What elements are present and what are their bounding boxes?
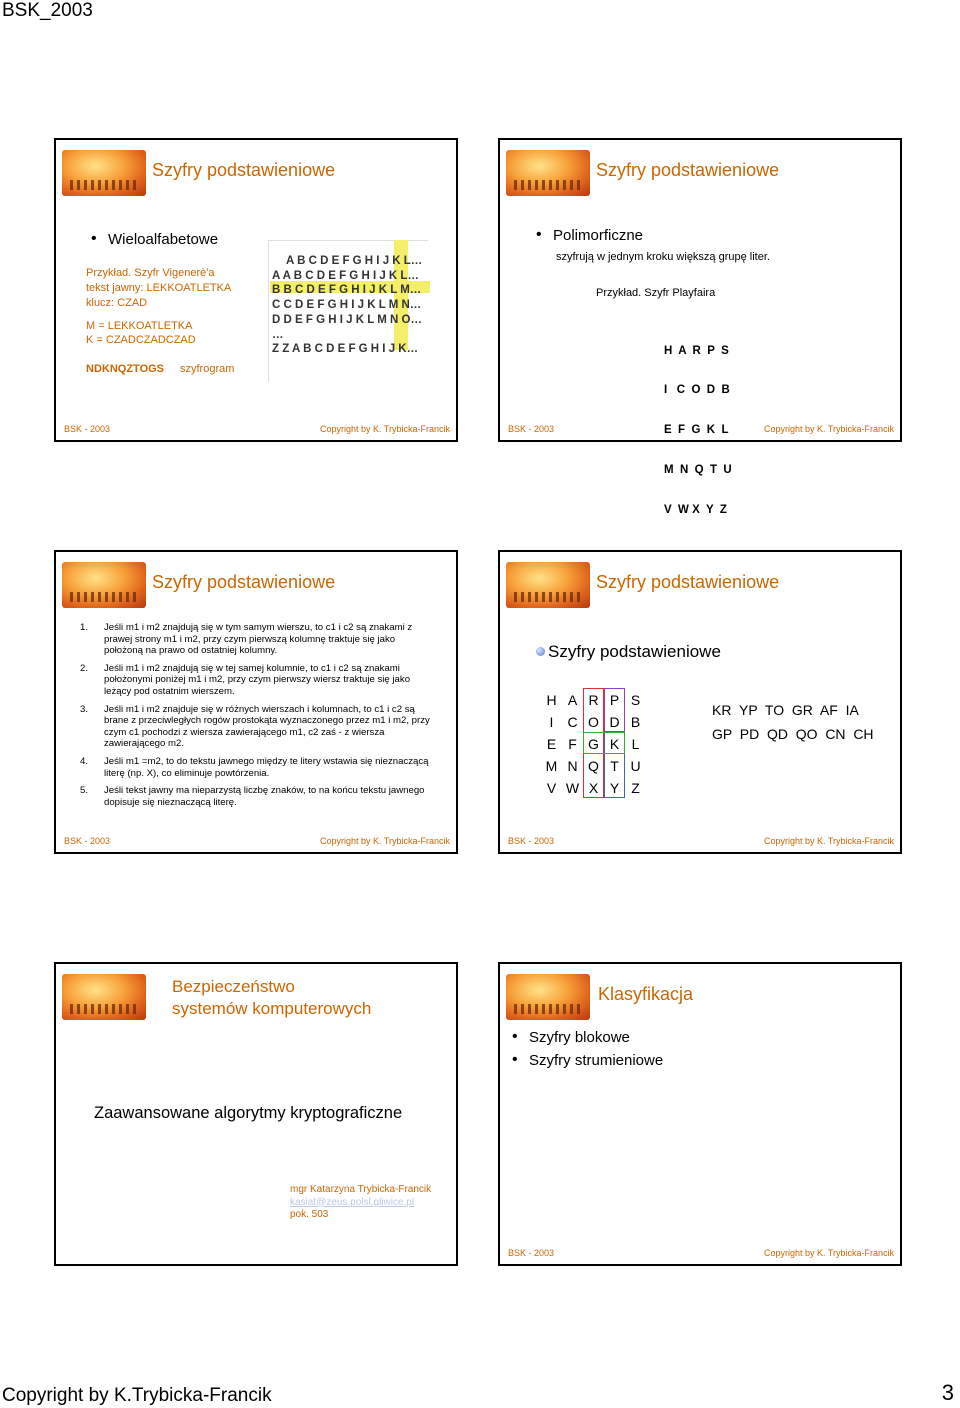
slide-logo	[506, 562, 590, 608]
vigenere-table	[272, 254, 422, 357]
playfair-rules-list	[80, 622, 430, 814]
grid-cell: K	[609, 736, 620, 752]
rule-item	[80, 756, 430, 779]
rule-text: Jeśli m1 =m2, to do tekstu jawnego między te litery wstawia się nieznaczącą literę (np. X), co eliminuje powtórzenia.	[104, 755, 429, 779]
slide-logo	[62, 974, 146, 1020]
bullet-szyfry-strumieniowe: • Szyfry strumieniowe	[529, 1052, 663, 1069]
grid-cell: Y	[609, 780, 620, 796]
rule-text: Jeśli m1 i m2 znajduje się w różnych wierszach i kolumnach, to c1 i c2 są brane z przeciwległych rogów prostokąta wyznaczonego przez m1 i m2, przy czym c1 pochodzi z wiersza zawierającego m1, c2 zaś - z wiersza zawierającego m2.	[104, 703, 430, 750]
author-email-link[interactable]: kasiat@zeus.polsl.gliwice.pl	[290, 1196, 415, 1208]
slide-polimorficzne	[498, 138, 902, 517]
bullet-ball-icon	[536, 647, 545, 656]
table-row: B B C D E F G H I J K L M…	[272, 284, 422, 297]
grid-cell: N	[567, 758, 578, 774]
vigenere-example	[86, 266, 231, 311]
course-title-line2: systemów komputerowych	[172, 999, 372, 1018]
grid-row: I C O D B	[664, 384, 730, 397]
grid-cell: S	[630, 692, 641, 708]
rule-number: 4.	[80, 755, 89, 767]
ciphertext-label: szyfrogram	[180, 363, 235, 375]
bullet-wieloalfabetowe: • Wieloalfabetowe	[108, 231, 218, 248]
k-line: K = CZADCZADCZAD	[86, 334, 196, 346]
slide-footer-left: BSK - 2003	[508, 424, 555, 434]
table-row: C C D E F G H I J K L M N…	[272, 299, 422, 312]
grid-cell: B	[630, 714, 641, 730]
grid-row: M N Q T U	[664, 464, 732, 477]
slide-logo	[506, 974, 590, 1020]
page-footer-copyright: Copyright by K.Trybicka-Francik	[2, 1385, 272, 1406]
grid-cell: M	[545, 758, 558, 774]
plaintext-line: tekst jawny: LEKKOATLETKA	[86, 282, 232, 294]
grid-cell: V	[546, 780, 557, 796]
grid-cell: Q	[588, 758, 599, 774]
table-row: Z Z A B C D E F G H I J K…	[272, 343, 419, 356]
ciphertext: NDKNQZTOGS	[86, 363, 165, 375]
grid-cell: Z	[631, 780, 640, 796]
grid-cell: I	[549, 714, 554, 730]
author-room: pok. 503	[290, 1209, 329, 1220]
grid-cell: U	[630, 758, 641, 774]
table-row: A A B C D E F G H I J K L…	[272, 269, 419, 282]
grid-cell: H	[546, 692, 557, 708]
table-row: …	[272, 328, 284, 341]
grid-cell: W	[565, 780, 580, 796]
grid-row: H A R P S	[664, 344, 729, 357]
document-title: BSK_2003	[2, 0, 93, 21]
slide-footer-right: Copyright by K. Trybicka-Francik	[319, 424, 450, 434]
grid-row: E F G K L	[664, 424, 729, 437]
playfair-example: Przykład. Szyfr Playfaira	[596, 287, 716, 299]
slide-title: Szyfry podstawieniowe	[152, 160, 336, 180]
grid-cell: R	[588, 692, 599, 708]
slide-footer-left: BSK - 2003	[64, 424, 111, 434]
example-title: Przykład. Szyfr Vigenerè'a	[86, 267, 215, 279]
slide-logo	[62, 150, 146, 196]
rule-text: Jeśli m1 i m2 znajdują się w tym samym wierszu, to c1 i c2 są znakami z prawej strony m1 i m2, przy czym pierwszą kolumnę traktuje się jako położoną na prawo od ostatniej kolumny.	[104, 622, 413, 657]
m-line: M = LEKKOATLETKA	[86, 320, 193, 332]
slide-title: Szyfry podstawieniowe	[596, 572, 780, 592]
grid-cell: A	[567, 692, 578, 708]
course-subject: Zaawansowane algorytmy kryptograficzne	[94, 1104, 403, 1122]
slide-vigenere	[54, 138, 458, 442]
message-key	[86, 319, 196, 347]
slide-klasyfikacja	[498, 962, 902, 1266]
playfair-key-grid	[541, 689, 646, 799]
rule-number: 1.	[80, 622, 89, 633]
slide-footer-left: BSK - 2003	[64, 836, 111, 846]
key-line: klucz: CZAD	[86, 297, 148, 309]
rule-item	[80, 704, 430, 750]
cipher-pairs-encrypted: GP PD QD QO CN CH	[712, 726, 874, 742]
slide-playfair-encryption	[498, 550, 902, 854]
grid-cell: O	[588, 714, 599, 730]
table-header-row: A B C D E F G H I J K L…	[286, 255, 423, 267]
grid-cell: L	[631, 736, 640, 752]
rule-text: Jeśli m1 i m2 znajdują się w tej samej kolumnie, to c1 i c2 są znakami położonymi poniżej m1 i m2, przy czym pierwszy wiersz traktuje się jako leżący pod ostatnim wierszem.	[104, 662, 411, 697]
grid-cell: D	[609, 714, 620, 730]
grid-row: V W X Y Z	[664, 504, 727, 517]
slide-footer-right: Copyright by K. Trybicka-Francik	[763, 836, 894, 846]
bullet-szyfry-blokowe: • Szyfry blokowe	[529, 1029, 630, 1046]
slide-footer-right: Copyright by K. Trybicka-Francik	[319, 836, 450, 846]
slide-footer-left: BSK - 2003	[508, 836, 555, 846]
author-name: mgr Katarzyna Trybicka-Francik	[290, 1184, 432, 1195]
slide-footer-right: Copyright by K. Trybicka-Francik	[763, 1248, 894, 1258]
slide-footer-right: Copyright by K. Trybicka-Francik	[763, 424, 894, 434]
grid-cell: C	[567, 714, 578, 730]
slide-title: Szyfry podstawieniowe	[152, 572, 336, 592]
slide-footer-left: BSK - 2003	[508, 1248, 555, 1258]
subtitle: Szyfry podstawieniowe	[548, 642, 721, 661]
course-title-line1: Bezpieczeństwo	[172, 977, 295, 996]
playfair-grid	[664, 318, 732, 544]
slide-course-title	[54, 962, 458, 1266]
rule-number: 2.	[80, 662, 89, 674]
slide-logo	[506, 150, 590, 196]
slide-title: Szyfry podstawieniowe	[596, 160, 780, 180]
course-title	[172, 976, 371, 1020]
grid-cell: G	[588, 736, 599, 752]
bullet-polimorficzne: • Polimorficzne	[553, 227, 643, 244]
table-row: D D E F G H I J K L M N O…	[272, 313, 422, 326]
page-number: 3	[941, 1380, 954, 1405]
slide-logo	[62, 562, 146, 608]
cipher-pairs-plain: KR YP TO GR AF IA	[712, 702, 859, 718]
rule-item	[80, 785, 430, 808]
rule-text: Jeśli tekst jawny ma nieparzystą liczbę znaków, to na końcu tekstu jawnego dopisuje się nieznaczącą literę.	[104, 785, 425, 808]
grid-cell: F	[568, 736, 577, 752]
grid-cell: X	[588, 780, 599, 796]
polimorficzne-desc: szyfrują w jednym kroku większą grupę liter.	[556, 251, 770, 263]
rule-number: 3.	[80, 703, 89, 715]
grid-cell: E	[546, 736, 557, 752]
rule-number: 5.	[80, 785, 89, 797]
rule-item	[80, 622, 430, 657]
author-info	[290, 1184, 431, 1222]
rule-item	[80, 663, 430, 698]
slide-title: Klasyfikacja	[598, 984, 694, 1004]
slide-playfair-rules	[54, 550, 458, 854]
grid-cell: T	[610, 758, 619, 774]
grid-cell: P	[609, 692, 620, 708]
